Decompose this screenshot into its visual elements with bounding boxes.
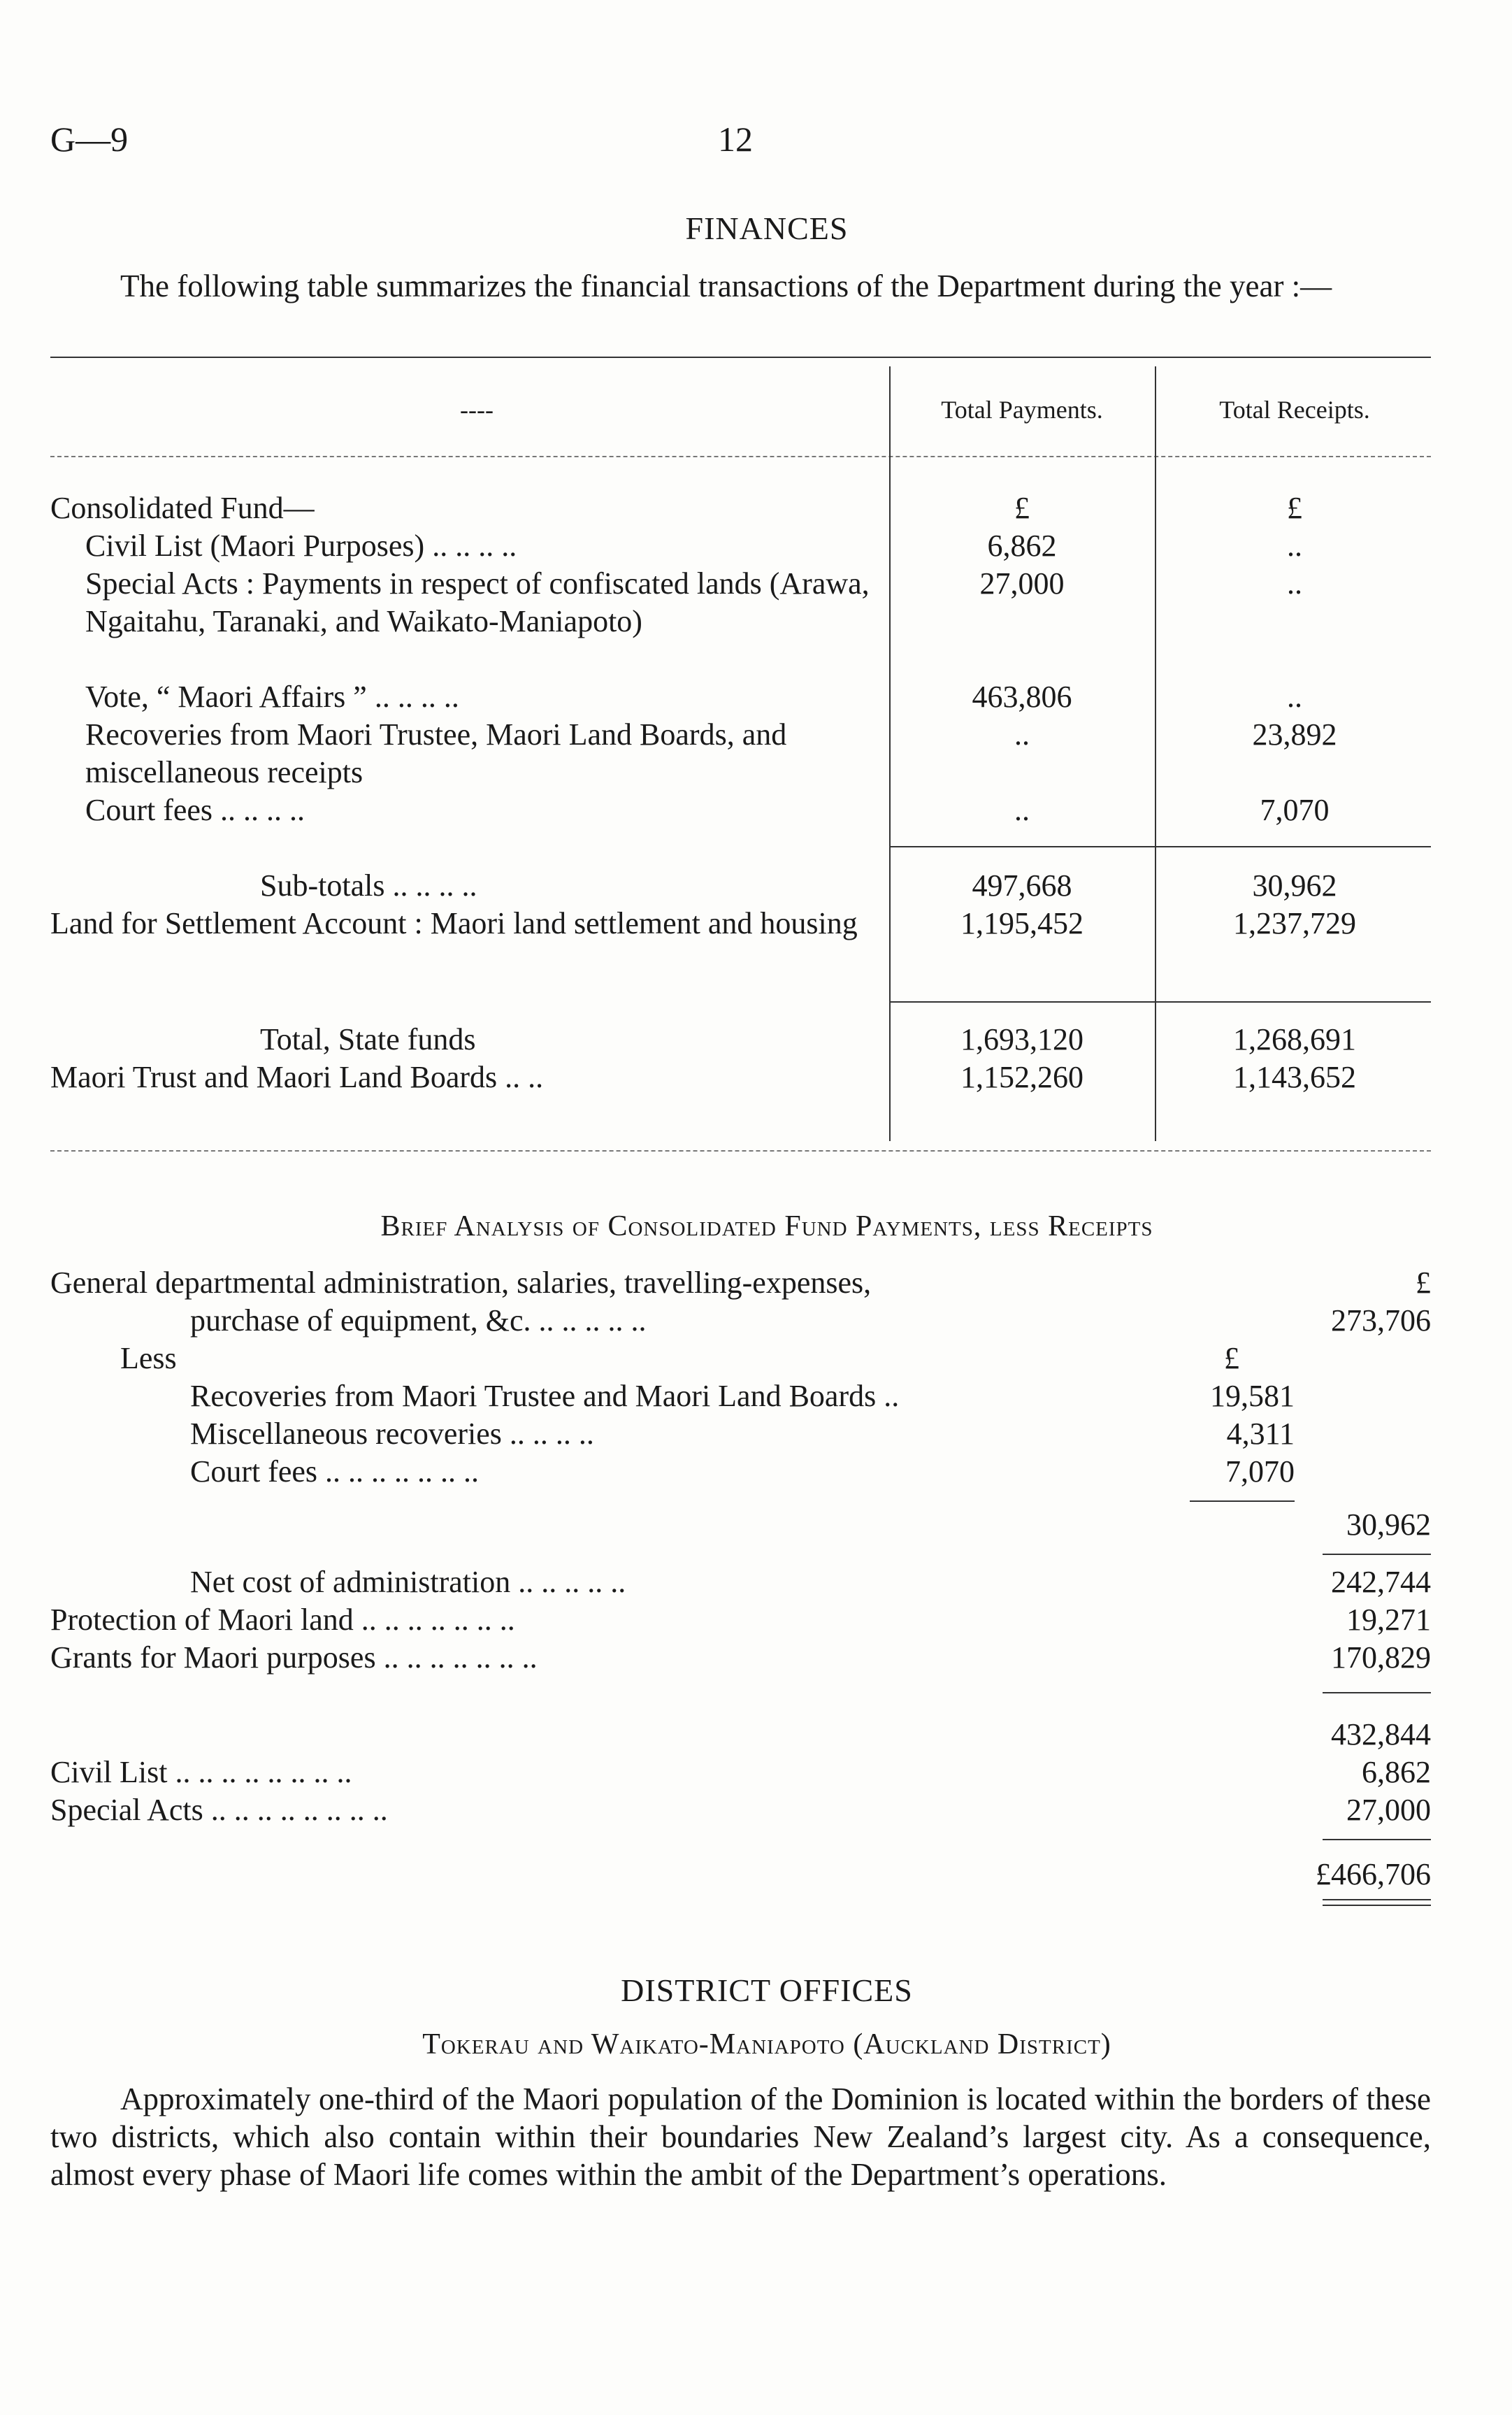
col-header-payments: Total Payments. <box>941 396 1103 424</box>
analysis-row: 30,962 <box>1346 1507 1431 1542</box>
table-cell-payments: 6,862 <box>987 529 1057 563</box>
table-cell-payments: 27,000 <box>979 566 1065 601</box>
analysis-row: Grants for Maori purposes .. .. .. .. .. .. .. 170,829 <box>50 1640 1431 1675</box>
table-row-label: Land for Settlement Account : Maori land settlement and housing <box>50 906 858 940</box>
table-cell-payments: 497,668 <box>972 868 1072 903</box>
analysis-row: Special Acts .. .. .. .. .. .. .. .. 27,000 <box>50 1793 1431 1827</box>
table-cell-receipts: .. <box>1287 529 1302 563</box>
finances-title: FINANCES <box>685 210 849 246</box>
analysis-table <box>50 1264 1431 1893</box>
analysis-row: General departmental administration, salaries, travelling-expenses, £ <box>50 1264 1431 1302</box>
table-cell-receipts: 1,143,652 <box>1233 1060 1356 1094</box>
table-cell-receipts: 7,070 <box>1260 793 1330 827</box>
table-row-label: Sub-totals .. .. .. .. <box>260 868 477 903</box>
currency-sub: £ <box>1224 1341 1239 1375</box>
analysis-row: Protection of Maori land .. .. .. .. .. .. .. 19,271 <box>50 1603 1431 1637</box>
analysis-row: Recoveries from Maori Trustee and Maori Land Boards .. 19,581 <box>190 1379 1295 1413</box>
table-cell-receipts: .. <box>1287 566 1302 601</box>
table-cell-payments: .. <box>1014 793 1030 827</box>
currency-payments: £ <box>1014 491 1030 525</box>
finance-table <box>50 357 1431 1154</box>
analysis-row: Court fees .. .. .. .. .. .. .. 7,070 <box>190 1454 1295 1489</box>
analysis-row: Net cost of administration .. .. .. .. .. 242,744 <box>190 1565 1431 1599</box>
table-row-label: Special Acts : Payments in respect of confiscated lands (Arawa, Ngaitahu, Taranaki, and Waikato-Maniapoto) <box>85 566 870 638</box>
currency-total: £ <box>1416 1266 1431 1300</box>
currency-receipts: £ <box>1287 491 1302 525</box>
analysis-row-total: £466,706 <box>1316 1857 1431 1891</box>
document-code: G—9 <box>50 120 129 159</box>
district-title: DISTRICT OFFICES <box>621 1972 913 2008</box>
table-row-label: Court fees .. .. .. .. <box>85 793 305 827</box>
analysis-row: 432,844 <box>1331 1717 1431 1751</box>
page-number: 12 <box>718 120 753 159</box>
table-cell-receipts: 23,892 <box>1252 717 1337 752</box>
table-cell-receipts: .. <box>1287 680 1302 714</box>
table-cell-payments: 1,693,120 <box>960 1022 1083 1056</box>
table-cell-payments: 1,152,260 <box>960 1060 1083 1094</box>
district-subtitle: Tokerau and Waikato-Maniapoto (Auckland District) <box>422 2028 1111 2061</box>
analysis-row: Miscellaneous recoveries .. .. .. .. 4,311 <box>190 1417 1295 1451</box>
table-cell-receipts: 1,237,729 <box>1233 906 1356 940</box>
table-cell-payments: .. <box>1014 717 1030 752</box>
finances-intro: The following table summarizes the financial transactions of the Department during the year :— <box>120 268 1332 303</box>
analysis-row: purchase of equipment, &c. .. .. .. .. .. 273,706 <box>190 1303 1431 1338</box>
table-row-label: Consolidated Fund— <box>50 491 315 525</box>
analysis-row: Civil List .. .. .. .. .. .. .. .. 6,862 <box>50 1755 1431 1789</box>
table-cell-payments: 1,195,452 <box>960 906 1083 940</box>
table-cell-receipts: 1,268,691 <box>1233 1022 1356 1056</box>
table-row-label: Recoveries from Maori Trustee, Maori Land Boards, and miscellaneous receipts <box>85 717 787 789</box>
table-cell-receipts: 30,962 <box>1252 868 1337 903</box>
table-row-label: Vote, “ Maori Affairs ” .. .. .. .. <box>85 680 459 714</box>
analysis-row: Less £ <box>50 1340 1431 1377</box>
table-row-label: Maori Trust and Maori Land Boards .. .. <box>50 1060 544 1094</box>
table-cell-payments: 463,806 <box>972 680 1072 714</box>
analysis-title: Brief Analysis of Consolidated Fund Payments, less Receipts <box>380 1210 1153 1242</box>
table-row-label: Civil List (Maori Purposes) .. .. .. .. <box>85 529 517 563</box>
col-header-receipts: Total Receipts. <box>1219 396 1370 424</box>
stub-heading: ---- <box>460 396 494 424</box>
district-body: Approximately one-third of the Maori population of the Dominion is located within the borders of these two districts, which also contain within their boundaries New Zealand’s largest city. As a consequence, almost every phase of Maori life comes within the ambit of the Department’s operations. <box>50 2081 1431 2192</box>
table-row-label: Total, State funds <box>260 1022 476 1056</box>
